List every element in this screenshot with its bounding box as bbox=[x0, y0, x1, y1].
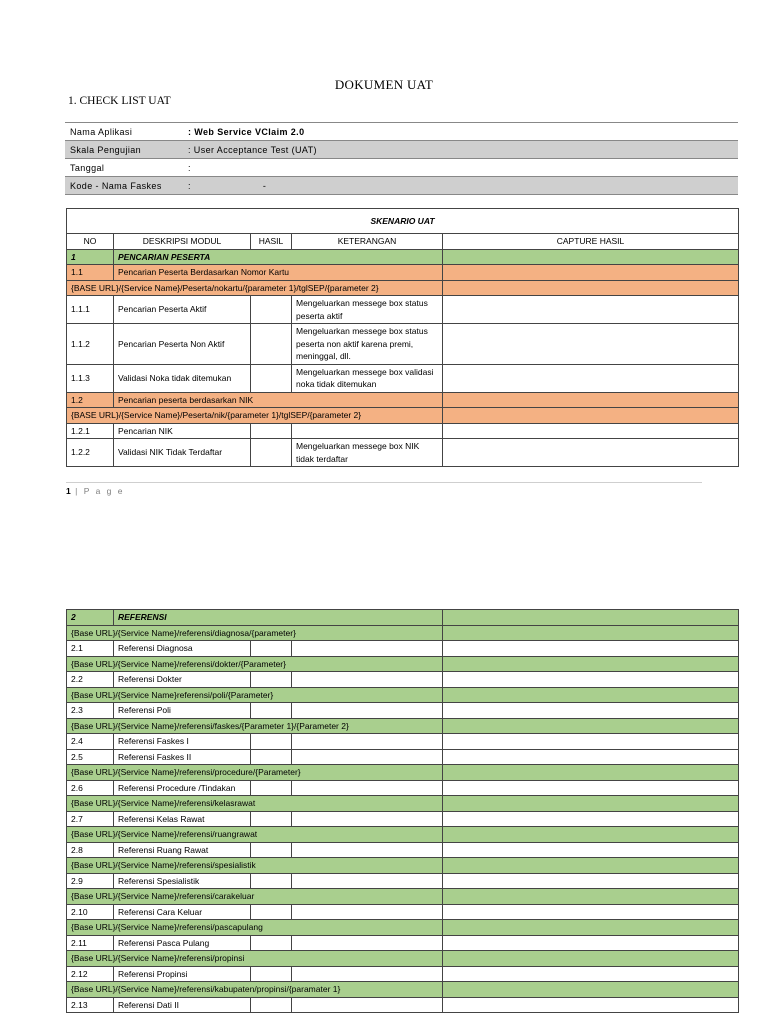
endpoint-url: {Base URL}/{Service Name}/referensi/ruangrawat bbox=[67, 827, 443, 843]
table-row bbox=[67, 364, 739, 392]
col-header-capture: CAPTURE HASIL bbox=[443, 234, 739, 250]
result-cell bbox=[251, 672, 292, 688]
table-row bbox=[67, 610, 739, 626]
row-number: 2.8 bbox=[67, 842, 114, 858]
keterangan-cell bbox=[292, 672, 443, 688]
capture-cell bbox=[443, 265, 739, 281]
result-cell bbox=[251, 966, 292, 982]
endpoint-url: {Base URL}/{Service Name}referensi/poli/{Parameter} bbox=[67, 687, 443, 703]
result-cell bbox=[251, 811, 292, 827]
keterangan-cell bbox=[292, 423, 443, 439]
table-row bbox=[67, 718, 739, 734]
result-cell bbox=[251, 734, 292, 750]
section-label: Pencarian Peserta Berdasarkan Nomor Kartu bbox=[114, 265, 443, 281]
keterangan-cell bbox=[292, 641, 443, 657]
capture-cell bbox=[443, 718, 739, 734]
result-cell bbox=[251, 423, 292, 439]
module-description: Validasi Noka tidak ditemukan bbox=[114, 364, 251, 392]
row-number: 2 bbox=[67, 610, 114, 626]
table-row bbox=[67, 951, 739, 967]
col-header-deskripsi: DESKRIPSI MODUL bbox=[114, 234, 251, 250]
table-row bbox=[67, 749, 739, 765]
result-cell bbox=[251, 641, 292, 657]
row-number: 1.2 bbox=[67, 392, 114, 408]
info-value: : User Acceptance Test (UAT) bbox=[183, 141, 738, 159]
info-value-cell bbox=[183, 177, 738, 195]
info-label: Skala Pengujian bbox=[65, 141, 183, 159]
capture-cell bbox=[443, 997, 739, 1013]
table-row bbox=[67, 858, 739, 874]
result-cell bbox=[251, 842, 292, 858]
col-header-keterangan: KETERANGAN bbox=[292, 234, 443, 250]
section-label: REFERENSI bbox=[114, 610, 443, 626]
info-value: : Web Service VClaim 2.0 bbox=[183, 123, 738, 141]
table-row bbox=[67, 966, 739, 982]
info-value: : bbox=[188, 180, 191, 191]
endpoint-url: {Base URL}/{Service Name}/referensi/propinsi bbox=[67, 951, 443, 967]
capture-cell bbox=[443, 842, 739, 858]
capture-cell bbox=[443, 641, 739, 657]
endpoint-url: {Base URL}/{Service Name}/referensi/spesialistik bbox=[67, 858, 443, 874]
referensi-table bbox=[66, 609, 739, 1013]
keterangan-cell bbox=[292, 966, 443, 982]
col-header-hasil: HASIL bbox=[251, 234, 292, 250]
capture-cell bbox=[443, 982, 739, 998]
capture-cell bbox=[443, 392, 739, 408]
col-header-no: NO bbox=[67, 234, 114, 250]
info-value: : bbox=[183, 159, 738, 177]
capture-cell bbox=[443, 610, 739, 626]
table-row bbox=[67, 280, 739, 296]
result-cell bbox=[251, 296, 292, 324]
keterangan-cell bbox=[292, 997, 443, 1013]
table-row bbox=[67, 904, 739, 920]
row-number: 1.2.1 bbox=[67, 423, 114, 439]
endpoint-url: {Base URL}/{Service Name}/referensi/procedure/{Parameter} bbox=[67, 765, 443, 781]
capture-cell bbox=[443, 780, 739, 796]
capture-cell bbox=[443, 439, 739, 467]
capture-cell bbox=[443, 796, 739, 812]
module-description: Referensi Faskes II bbox=[114, 749, 251, 765]
keterangan-cell bbox=[292, 842, 443, 858]
table-row bbox=[67, 392, 739, 408]
capture-cell bbox=[443, 408, 739, 424]
result-cell bbox=[251, 997, 292, 1013]
module-description: Referensi Faskes I bbox=[114, 734, 251, 750]
row-number: 2.10 bbox=[67, 904, 114, 920]
result-cell bbox=[251, 324, 292, 365]
result-cell bbox=[251, 439, 292, 467]
keterangan-cell: Mengeluarkan messege box validasi noka tidak ditemukan bbox=[292, 364, 443, 392]
row-number: 1.1 bbox=[67, 265, 114, 281]
table-row bbox=[67, 982, 739, 998]
row-number: 2.4 bbox=[67, 734, 114, 750]
capture-cell bbox=[443, 827, 739, 843]
row-number: 1 bbox=[67, 249, 114, 265]
info-label: Tanggal bbox=[65, 159, 183, 177]
keterangan-cell: Mengeluarkan messege box status peserta aktif bbox=[292, 296, 443, 324]
table-row bbox=[67, 324, 739, 365]
table-row bbox=[67, 672, 739, 688]
row-number: 2.2 bbox=[67, 672, 114, 688]
row-number: 1.1.3 bbox=[67, 364, 114, 392]
capture-cell bbox=[443, 296, 739, 324]
capture-cell bbox=[443, 703, 739, 719]
result-cell bbox=[251, 780, 292, 796]
table-row bbox=[67, 889, 739, 905]
module-description: Validasi NIK Tidak Terdaftar bbox=[114, 439, 251, 467]
table-row bbox=[67, 780, 739, 796]
section-label: Pencarian peserta berdasarkan NIK bbox=[114, 392, 443, 408]
row-number: 2.3 bbox=[67, 703, 114, 719]
keterangan-cell bbox=[292, 780, 443, 796]
module-description: Referensi Pasca Pulang bbox=[114, 935, 251, 951]
table-row bbox=[67, 935, 739, 951]
row-number: 2.11 bbox=[67, 935, 114, 951]
row-number: 2.1 bbox=[67, 641, 114, 657]
table-row bbox=[67, 734, 739, 750]
module-description: Referensi Propinsi bbox=[114, 966, 251, 982]
capture-cell bbox=[443, 249, 739, 265]
table-row bbox=[67, 408, 739, 424]
table-row bbox=[67, 625, 739, 641]
table-row bbox=[67, 656, 739, 672]
info-label: Kode - Nama Faskes bbox=[65, 177, 183, 195]
endpoint-url: {Base URL}/{Service Name}/referensi/carakeluar bbox=[67, 889, 443, 905]
table-row bbox=[67, 765, 739, 781]
row-number: 2.13 bbox=[67, 997, 114, 1013]
module-description: Referensi Kelas Rawat bbox=[114, 811, 251, 827]
capture-cell bbox=[443, 904, 739, 920]
row-number: 1.1.2 bbox=[67, 324, 114, 365]
table-row bbox=[67, 687, 739, 703]
row-number: 2.5 bbox=[67, 749, 114, 765]
endpoint-url: {Base URL}/{Service Name}/referensi/pascapulang bbox=[67, 920, 443, 936]
capture-cell bbox=[443, 687, 739, 703]
capture-cell bbox=[443, 734, 739, 750]
table-row bbox=[67, 796, 739, 812]
row-number: 1.2.2 bbox=[67, 439, 114, 467]
module-description: Referensi Poli bbox=[114, 703, 251, 719]
row-number: 2.9 bbox=[67, 873, 114, 889]
scenario-title: SKENARIO UAT bbox=[67, 209, 739, 234]
module-description: Referensi Dati II bbox=[114, 997, 251, 1013]
result-cell bbox=[251, 364, 292, 392]
module-description: Referensi Procedure /Tindakan bbox=[114, 780, 251, 796]
capture-cell bbox=[443, 324, 739, 365]
info-extra: - bbox=[262, 180, 267, 191]
table-row bbox=[67, 811, 739, 827]
footer-page-label: P a g e bbox=[83, 486, 125, 496]
page-footer bbox=[66, 486, 125, 496]
module-description: Pencarian Peserta Non Aktif bbox=[114, 324, 251, 365]
keterangan-cell bbox=[292, 873, 443, 889]
capture-cell bbox=[443, 920, 739, 936]
keterangan-cell bbox=[292, 734, 443, 750]
table-row bbox=[67, 997, 739, 1013]
result-cell bbox=[251, 935, 292, 951]
row-number: 1.1.1 bbox=[67, 296, 114, 324]
scenario-table bbox=[66, 208, 739, 467]
result-cell bbox=[251, 749, 292, 765]
row-number: 2.7 bbox=[67, 811, 114, 827]
app-info-table bbox=[65, 122, 738, 195]
table-row bbox=[67, 842, 739, 858]
capture-cell bbox=[443, 423, 739, 439]
table-row bbox=[67, 827, 739, 843]
module-description: Referensi Cara Keluar bbox=[114, 904, 251, 920]
module-description: Referensi Diagnosa bbox=[114, 641, 251, 657]
capture-cell bbox=[443, 966, 739, 982]
table-row bbox=[67, 296, 739, 324]
module-description: Referensi Spesialistik bbox=[114, 873, 251, 889]
module-description: Pencarian NIK bbox=[114, 423, 251, 439]
section-label: PENCARIAN PESERTA bbox=[114, 249, 443, 265]
endpoint-url: {BASE URL}/{Service Name}/Peserta/nik/{parameter 1}/tglSEP/{parameter 2} bbox=[67, 408, 443, 424]
endpoint-url: {Base URL}/{Service Name}/referensi/faskes/{Parameter 1}/{Parameter 2} bbox=[67, 718, 443, 734]
keterangan-cell: Mengeluarkan messege box status peserta non aktif karena premi, meninggal, dll. bbox=[292, 324, 443, 365]
endpoint-url: {Base URL}/{Service Name}/referensi/kabupaten/propinsi/{paramater 1} bbox=[67, 982, 443, 998]
keterangan-cell: Mengeluarkan messege box NIK tidak terdaftar bbox=[292, 439, 443, 467]
capture-cell bbox=[443, 935, 739, 951]
row-number: 2.12 bbox=[67, 966, 114, 982]
section-heading: 1. CHECK LIST UAT bbox=[68, 95, 171, 107]
endpoint-url: {Base URL}/{Service Name}/referensi/dokter/{Parameter} bbox=[67, 656, 443, 672]
table-row bbox=[67, 703, 739, 719]
info-label: Nama Aplikasi bbox=[65, 123, 183, 141]
capture-cell bbox=[443, 625, 739, 641]
module-description: Pencarian Peserta Aktif bbox=[114, 296, 251, 324]
module-description: Referensi Dokter bbox=[114, 672, 251, 688]
result-cell bbox=[251, 904, 292, 920]
page-number: 1 bbox=[66, 486, 71, 496]
keterangan-cell bbox=[292, 935, 443, 951]
row-number: 2.6 bbox=[67, 780, 114, 796]
capture-cell bbox=[443, 672, 739, 688]
capture-cell bbox=[443, 656, 739, 672]
capture-cell bbox=[443, 951, 739, 967]
module-description: Referensi Ruang Rawat bbox=[114, 842, 251, 858]
capture-cell bbox=[443, 749, 739, 765]
document-title: DOKUMEN UAT bbox=[334, 77, 434, 92]
endpoint-url: {Base URL}/{Service Name}/referensi/diagnosa/{parameter} bbox=[67, 625, 443, 641]
table-row bbox=[67, 439, 739, 467]
info-row-tanggal bbox=[65, 159, 738, 177]
keterangan-cell bbox=[292, 749, 443, 765]
info-row-aplikasi bbox=[65, 123, 738, 141]
result-cell bbox=[251, 873, 292, 889]
table-row bbox=[67, 641, 739, 657]
capture-cell bbox=[443, 889, 739, 905]
scenario-title-row bbox=[67, 209, 739, 234]
scenario-header-row bbox=[67, 234, 739, 250]
capture-cell bbox=[443, 858, 739, 874]
table-row bbox=[67, 265, 739, 281]
keterangan-cell bbox=[292, 904, 443, 920]
capture-cell bbox=[443, 765, 739, 781]
capture-cell bbox=[443, 811, 739, 827]
table-row bbox=[67, 873, 739, 889]
keterangan-cell bbox=[292, 703, 443, 719]
endpoint-url: {BASE URL}/{Service Name}/Peserta/nokartu/{parameter 1}/tglSEP/{parameter 2} bbox=[67, 280, 443, 296]
capture-cell bbox=[443, 280, 739, 296]
table-row bbox=[67, 920, 739, 936]
table-row bbox=[67, 249, 739, 265]
capture-cell bbox=[443, 364, 739, 392]
info-row-skala bbox=[65, 141, 738, 159]
footer-divider bbox=[66, 482, 702, 483]
result-cell bbox=[251, 703, 292, 719]
info-row-faskes bbox=[65, 177, 738, 195]
endpoint-url: {Base URL}/{Service Name}/referensi/kelasrawat bbox=[67, 796, 443, 812]
table-row bbox=[67, 423, 739, 439]
keterangan-cell bbox=[292, 811, 443, 827]
capture-cell bbox=[443, 873, 739, 889]
footer-separator: | bbox=[75, 486, 80, 496]
